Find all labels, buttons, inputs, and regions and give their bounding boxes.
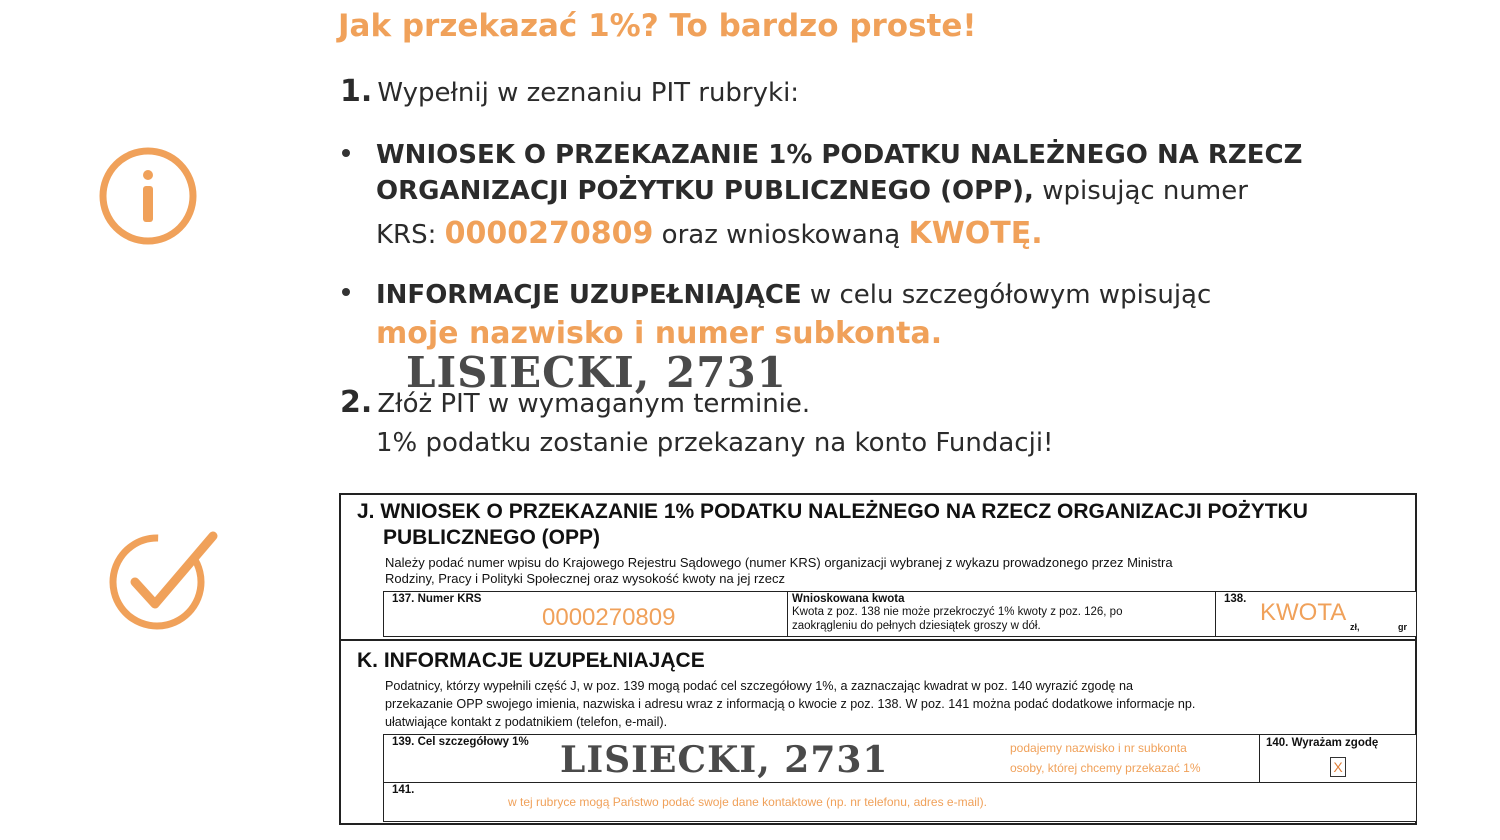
amount-desc-line2: zaokrągleniu do pełnych dziesiątek groszy w dół. <box>792 620 1041 632</box>
checkmark-circle-icon <box>105 530 220 630</box>
section-k-desc-line1: Podatnicy, którzy wypełnili część J, w poz. 139 mogą podać cel szczegółowy 1%, a zaznaczając kwadrat w poz. 140 wyrazić zgodę na <box>385 679 1134 693</box>
field-139-value: LISIECKI, 2731 <box>560 739 889 781</box>
step-2-number: 2. <box>340 385 373 420</box>
field-140-consent[interactable] <box>1259 734 1417 784</box>
bullet1-line3 <box>376 216 1043 251</box>
pit-form-excerpt <box>339 493 1417 825</box>
field-141-label: 141. <box>392 784 415 796</box>
bullet-dot <box>342 149 350 157</box>
section-k-letter: K. <box>357 649 378 672</box>
section-k-desc-line2: przekazanie OPP swojego imienia, nazwiska i adresu wraz z informacją o kwocie z poz. 138. W poz. 141 można podać dodatkowe informacje np. <box>385 697 1196 711</box>
bullet1-line1: WNIOSEK O PRZEKAZANIE 1% PODATKU NALEŻNEGO NA RZECZ <box>376 140 1303 170</box>
bullet2-line1 <box>376 280 1211 310</box>
section-divider <box>341 639 1417 641</box>
step-1-number: 1. <box>340 74 373 109</box>
bullet2-bold: INFORMACJE UZUPEŁNIAJĄCE <box>376 280 802 310</box>
step-1-text: Wypełnij w zeznaniu PIT rubryki: <box>377 78 800 108</box>
bullet1-middle: oraz wnioskowaną <box>653 220 909 250</box>
unit-zl: zł, <box>1350 622 1360 632</box>
field-amount-desc <box>787 591 1217 637</box>
bullet1-bold: ORGANIZACJI POŻYTKU PUBLICZNEGO (OPP), <box>376 176 1034 206</box>
bullet-dot <box>342 288 350 296</box>
field-137-value: 0000270809 <box>542 604 676 631</box>
step-2 <box>340 385 810 420</box>
field-137-krs[interactable] <box>383 591 789 637</box>
consent-checkbox[interactable]: X <box>1330 757 1346 777</box>
field-140-label: 140. Wyrażam zgodę <box>1266 737 1379 749</box>
field-139-purpose[interactable] <box>383 734 1261 784</box>
krs-prefix: KRS: <box>376 220 445 250</box>
field-141-note: w tej rubryce mogą Państwo podać swoje dane kontaktowe (np. nr telefonu, adres e-mail). <box>508 795 987 809</box>
field-138-value: KWOTA <box>1260 599 1347 626</box>
bullet1-line2 <box>376 176 1248 206</box>
field-141-extra[interactable] <box>383 782 1417 822</box>
field-138-label: 138. <box>1224 593 1247 605</box>
section-j-title-line1: WNIOSEK O PRZEKAZANIE 1% PODATKU NALEŻNEGO NA RZECZ ORGANIZACJI POŻYTKU <box>380 500 1308 523</box>
amount-label: Wnioskowana kwota <box>792 593 905 605</box>
step-2-text: Złóż PIT w wymaganym terminie. <box>377 389 811 419</box>
step-2-line2: 1% podatku zostanie przekazany na konto Fundacji! <box>376 428 1054 458</box>
bullet1-normal: wpisując numer <box>1033 176 1248 206</box>
bullet2-orange-line: moje nazwisko i numer subkonta. <box>376 316 943 351</box>
field-139-note-line1: podajemy nazwisko i nr subkonta <box>1010 741 1187 755</box>
section-k-title <box>357 649 705 673</box>
stamp-text: LISIECKI, 2731 <box>406 348 787 397</box>
amount-desc-line1: Kwota z poz. 138 nie może przekroczyć 1% kwoty z poz. 126, po <box>792 606 1123 618</box>
unit-gr: gr <box>1398 622 1407 632</box>
info-circle-icon <box>97 145 199 247</box>
section-j-title <box>357 500 1308 524</box>
section-k-desc-line3: ułatwiające kontakt z podatnikiem (telefon, e-mail). <box>385 715 668 729</box>
field-139-label: 139. Cel szczegółowy 1% <box>392 736 529 748</box>
section-j-title-line2: PUBLICZNEGO (OPP) <box>383 526 601 549</box>
section-j-letter: J. <box>357 500 375 523</box>
krs-number: 0000270809 <box>444 216 654 251</box>
field-138-amount[interactable] <box>1215 591 1417 637</box>
field-137-label: 137. Numer KRS <box>392 593 482 605</box>
field-139-note-line2: osoby, której chcemy przekazać 1% <box>1010 761 1201 775</box>
step-1 <box>340 74 799 109</box>
amount-word: KWOTĘ. <box>908 216 1043 251</box>
section-k-title-text: INFORMACJE UZUPEŁNIAJĄCE <box>383 649 705 672</box>
section-j-desc-line1: Należy podać numer wpisu do Krajowego Rejestru Sądowego (numer KRS) organizacji wybranej z wykazu prowadzonego przez Ministra <box>385 555 1173 570</box>
section-j-desc-line2: Rodziny, Pracy i Polityki Społecznej oraz wysokość kwoty na jej rzecz <box>385 571 786 586</box>
page-title: Jak przekazać 1%? To bardzo proste! <box>338 8 977 44</box>
bullet2-normal: w celu szczegółowym wpisując <box>801 280 1212 310</box>
